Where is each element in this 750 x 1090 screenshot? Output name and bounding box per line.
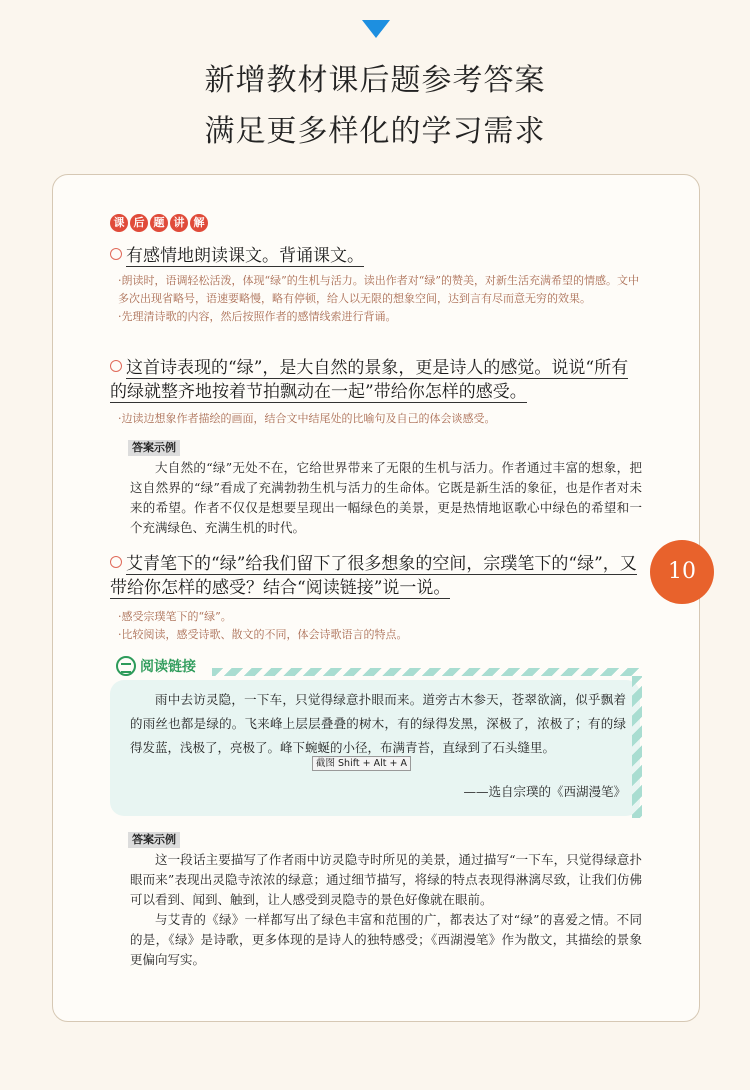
question-1	[110, 244, 645, 268]
answer-example-badge: 答案示例	[128, 832, 180, 848]
decorative-stripe	[212, 668, 640, 676]
reading-link-paragraph: 雨中去访灵隐，一下车，只觉得绿意扑眼而来。道旁古木参天，苍翠欲滴，似乎飘着的雨丝也都是绿的。飞来峰上层层叠叠的树木，有的绿得发黑，深极了，浓极了；有的绿得发蓝，浅极了，亮极了。峰下蜿蜒的小径，布满青苔，直绿到了石头缝里。	[130, 692, 626, 755]
hint-item: ·先理清诗歌的内容，然后按照作者的感情线索进行背诵。	[118, 310, 397, 323]
book-icon	[116, 656, 136, 676]
question-2-hints	[118, 410, 644, 428]
question-3	[110, 552, 645, 600]
section-badge-char: 题	[150, 214, 168, 232]
screenshot-tooltip: 截图 Shift + Alt + A	[312, 756, 411, 771]
reading-link-title: 阅读链接	[140, 659, 196, 675]
section-badge-char: 后	[130, 214, 148, 232]
question-3-text: 艾青笔下的“绿”给我们留下了很多想象的空间，宗璞笔下的“绿”，又带给你怎样的感受？结合“阅读链接”说一说。	[110, 554, 637, 598]
question-3-answer	[130, 850, 642, 970]
hint-item: ·朗读时，语调轻松活泼，体现“绿”的生机与活力。读出作者对“绿”的赞美，对新生活充满希望的情感。文中多次出现省略号，语速要略慢，略有停顿，给人以无限的想象空间，达到言有尽而意无穷的效果。	[118, 274, 639, 305]
section-badge-char: 解	[190, 214, 208, 232]
question-2	[110, 356, 645, 404]
answer-paragraph: 这一段话主要描写了作者雨中访灵隐寺时所见的美景，通过描写“一下车，只觉得绿意扑眼而来”表现出灵隐寺浓浓的绿意；通过细节描写，将绿的特点表现得淋漓尽致，让我们仿佛可以看到、闻到、触到，让人感受到灵隐寺的景色好像就在眼前。	[130, 852, 642, 907]
hint-item: ·比较阅读，感受诗歌、散文的不同，体会诗歌语言的特点。	[118, 628, 408, 641]
answer-paragraph: 与艾青的《绿》一样都写出了绿色丰富和范围的广，都表达了对“绿”的喜爱之情。不同的是，《绿》是诗歌，更多体现的是诗人的独特感受；《西湖漫笔》作为散文，其描绘的景象更偏向写实。	[130, 912, 642, 967]
hint-item: ·边读边想象作者描绘的画面，结合文中结尾处的比喻句及自己的体会谈感受。	[118, 412, 496, 425]
section-badge-char: 课	[110, 214, 128, 232]
section-badge	[110, 214, 208, 232]
answer-paragraph: 大自然的“绿”无处不在，它给世界带来了无限的生机与活力。作者通过丰富的想象，把这自然界的“绿”看成了充满勃勃生机与活力的生命体。它既是新生活的象征，也是作者对未来的希望。作者不仅仅是想要呈现出一幅绿色的美景，更是热情地讴歌心中绿色的希望和一个充满绿色、充满生机的时代。	[130, 460, 642, 535]
page-number-badge: 10	[650, 540, 714, 604]
answer-example-badge: 答案示例	[128, 440, 180, 456]
question-3-hints	[118, 608, 644, 644]
question-1-text: 有感情地朗读课文。背诵课文。	[126, 246, 364, 266]
question-bullet-icon	[110, 556, 122, 568]
headline-line2: 满足更多样化的学习需求	[204, 114, 546, 149]
reading-link-text	[130, 688, 626, 760]
section-badge-char: 讲	[170, 214, 188, 232]
question-2-text: 这首诗表现的“绿”，是大自然的景象，更是诗人的感觉。说说“所有的绿就整齐地按着节拍飘动在一起”带给你怎样的感受。	[110, 358, 629, 402]
hint-item: ·感受宗璞笔下的“绿”。	[118, 610, 232, 623]
decorative-stripe	[632, 676, 642, 818]
down-arrow-icon	[362, 20, 390, 38]
reading-link-header	[116, 656, 196, 676]
headline-line1: 新增教材课后题参考答案	[204, 63, 546, 98]
question-bullet-icon	[110, 360, 122, 372]
question-1-hints	[118, 272, 644, 326]
reading-link-source: ——选自宗璞的《西湖漫笔》	[463, 784, 626, 799]
question-bullet-icon	[110, 248, 122, 260]
question-2-answer	[130, 458, 642, 538]
